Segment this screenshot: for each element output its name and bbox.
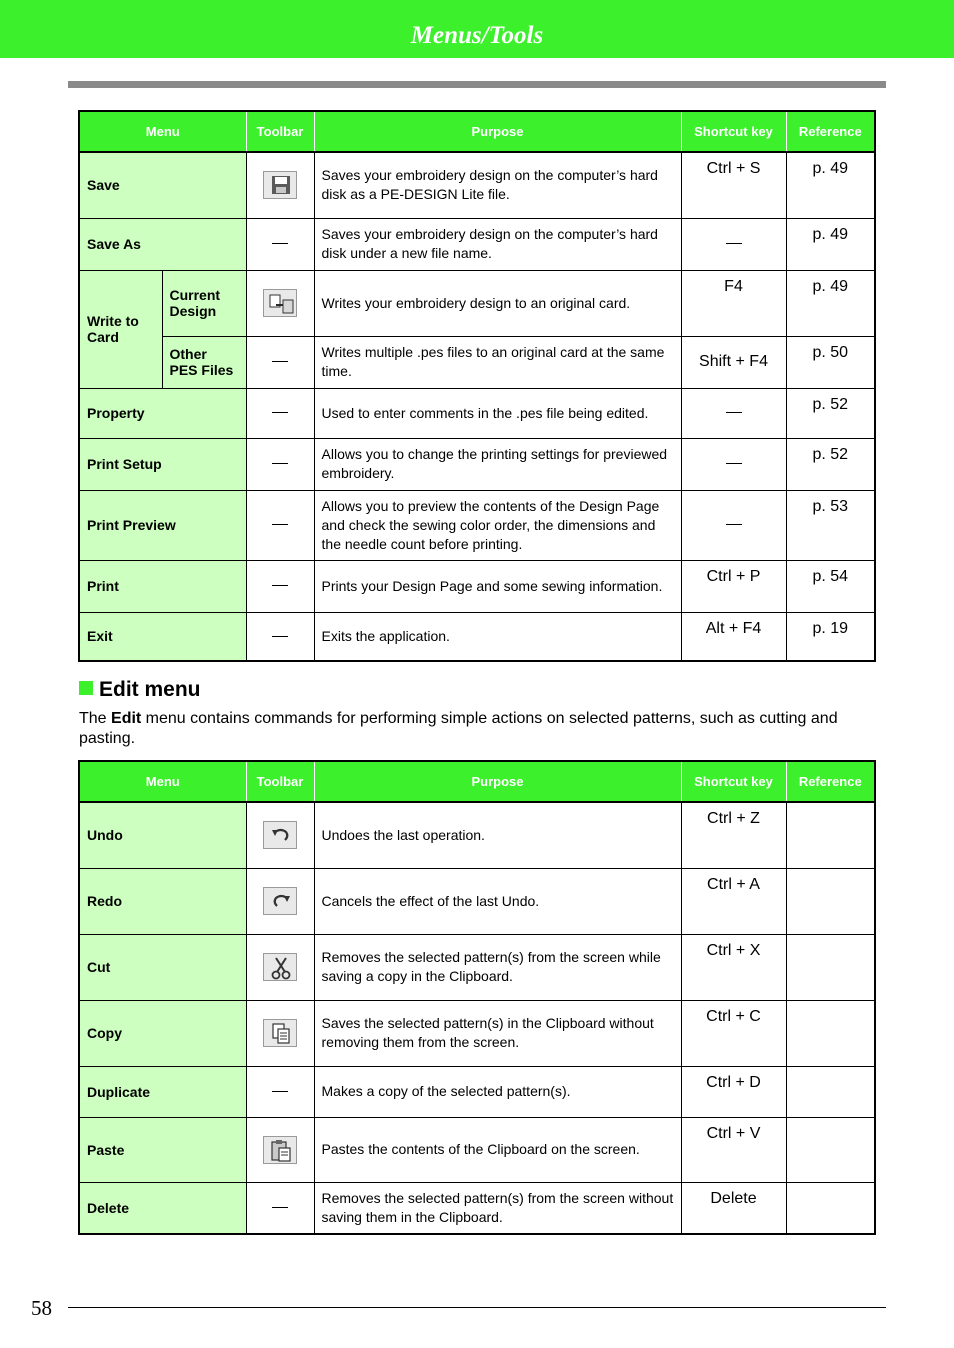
- no-toolbar-dash: [272, 524, 288, 525]
- column-header-menu: Menu: [79, 761, 246, 802]
- reference-page: [786, 868, 875, 934]
- reference-page: p. 54: [786, 560, 875, 612]
- column-header-toolbar: Toolbar: [246, 761, 314, 802]
- scissors-icon: [263, 953, 297, 981]
- table-row: [79, 1182, 875, 1234]
- menu-name: Save As: [79, 218, 246, 270]
- shortcut-key: Ctrl + A: [681, 868, 786, 934]
- column-header-menu: Menu: [79, 111, 246, 152]
- column-header-shortcut: Shortcut key: [681, 761, 786, 802]
- table-row: [79, 336, 875, 388]
- purpose-text: Saves the selected pattern(s) in the Clipboard without removing them from the screen.: [314, 1000, 681, 1066]
- table-row: [79, 934, 875, 1000]
- reference-page: p. 53: [786, 490, 875, 560]
- purpose-text: Writes multiple .pes files to an original card at the same time.: [314, 336, 681, 388]
- purpose-text: Writes your embroidery design to an original card.: [314, 270, 681, 336]
- shortcut-key: Ctrl + P: [681, 560, 786, 612]
- section-intro: [79, 709, 879, 749]
- reference-page: [786, 1066, 875, 1117]
- shortcut-key: Ctrl + S: [681, 152, 786, 218]
- no-shortcut-dash: [726, 412, 742, 413]
- reference-page: p. 50: [786, 336, 875, 388]
- column-header-toolbar: Toolbar: [246, 111, 314, 152]
- table-header-row: [79, 111, 875, 152]
- undo-icon: [263, 821, 297, 849]
- no-toolbar-dash: [272, 361, 288, 362]
- no-toolbar-dash: [272, 463, 288, 464]
- reference-page: p. 19: [786, 612, 875, 661]
- footer-rule: [68, 1307, 886, 1308]
- shortcut-key: Shift + F4: [681, 336, 786, 388]
- page-title: Menus/Tools: [410, 22, 544, 49]
- header-rule: [68, 81, 886, 88]
- menu-name: Copy: [79, 1000, 246, 1066]
- purpose-text: Saves your embroidery design on the computer’s hard disk as a PE-DESIGN Lite file.: [314, 152, 681, 218]
- column-header-purpose: Purpose: [314, 761, 681, 802]
- submenu-name: Current Design: [162, 270, 246, 336]
- reference-page: [786, 1182, 875, 1234]
- no-toolbar-dash: [272, 243, 288, 244]
- reference-page: p. 49: [786, 218, 875, 270]
- table-row: [79, 490, 875, 560]
- table-row: [79, 270, 875, 336]
- table-row: [79, 218, 875, 270]
- reference-page: [786, 934, 875, 1000]
- purpose-text: Makes a copy of the selected pattern(s).: [314, 1066, 681, 1117]
- submenu-name: Other PES Files: [162, 336, 246, 388]
- shortcut-key: Delete: [681, 1182, 786, 1234]
- shortcut-key: Ctrl + C: [681, 1000, 786, 1066]
- shortcut-key: Ctrl + D: [681, 1066, 786, 1117]
- copy-icon: [263, 1019, 297, 1047]
- column-header-reference: Reference: [786, 111, 875, 152]
- purpose-text: Prints your Design Page and some sewing information.: [314, 560, 681, 612]
- table-row: [79, 560, 875, 612]
- table-row: [79, 868, 875, 934]
- table-row: [79, 152, 875, 218]
- menu-name: Duplicate: [79, 1066, 246, 1117]
- reference-page: p. 49: [786, 152, 875, 218]
- redo-icon: [263, 887, 297, 915]
- menu-name: Save: [79, 152, 246, 218]
- shortcut-key: Ctrl + V: [681, 1117, 786, 1182]
- menu-name: Cut: [79, 934, 246, 1000]
- header-banner: [0, 0, 954, 58]
- reference-page: p. 49: [786, 270, 875, 336]
- menu-name: Exit: [79, 612, 246, 661]
- menu-name: Paste: [79, 1117, 246, 1182]
- shortcut-key: F4: [681, 270, 786, 336]
- intro-bold: Edit: [111, 710, 142, 727]
- no-shortcut-dash: [726, 243, 742, 244]
- menu-name: Print Preview: [79, 490, 246, 560]
- no-toolbar-dash: [272, 585, 288, 586]
- purpose-text: Saves your embroidery design on the computer’s hard disk under a new file name.: [314, 218, 681, 270]
- paste-icon: [263, 1136, 297, 1164]
- table-row: [79, 388, 875, 438]
- no-toolbar-dash: [272, 412, 288, 413]
- purpose-text: Undoes the last operation.: [314, 802, 681, 868]
- intro-rest: menu contains commands for performing simple actions on selected patterns, such as cutting and pasting.: [79, 710, 838, 747]
- purpose-text: Allows you to change the printing settings for previewed embroidery.: [314, 438, 681, 490]
- menu-name: Redo: [79, 868, 246, 934]
- table-row: [79, 802, 875, 868]
- no-toolbar-dash: [272, 1207, 288, 1208]
- table-row: [79, 1066, 875, 1117]
- intro-prefix: The: [79, 710, 112, 727]
- purpose-text: Cancels the effect of the last Undo.: [314, 868, 681, 934]
- menu-name: Print: [79, 560, 246, 612]
- reference-page: [786, 802, 875, 868]
- table-row: [79, 1117, 875, 1182]
- menu-name: Print Setup: [79, 438, 246, 490]
- table-row: [79, 1000, 875, 1066]
- purpose-text: Removes the selected pattern(s) from the screen while saving a copy in the Clipboard.: [314, 934, 681, 1000]
- menu-name: Delete: [79, 1182, 246, 1234]
- column-header-purpose: Purpose: [314, 111, 681, 152]
- column-header-shortcut: Shortcut key: [681, 111, 786, 152]
- no-toolbar-dash: [272, 1091, 288, 1092]
- table-row: [79, 438, 875, 490]
- menu-name: Property: [79, 388, 246, 438]
- shortcut-key: Alt + F4: [681, 612, 786, 661]
- page-number: 58: [31, 1296, 52, 1320]
- no-shortcut-dash: [726, 463, 742, 464]
- shortcut-key: Ctrl + Z: [681, 802, 786, 868]
- save-icon: [263, 171, 297, 199]
- shortcut-key: Ctrl + X: [681, 934, 786, 1000]
- section-heading-text: Edit menu: [99, 678, 201, 701]
- edit-menu-table: [78, 760, 876, 1235]
- write-to-card-icon: [263, 289, 297, 317]
- no-toolbar-dash: [272, 636, 288, 637]
- purpose-text: Used to enter comments in the .pes file being edited.: [314, 388, 681, 438]
- purpose-text: Pastes the contents of the Clipboard on the screen.: [314, 1117, 681, 1182]
- column-header-reference: Reference: [786, 761, 875, 802]
- file-menu-table: [78, 110, 876, 662]
- purpose-text: Exits the application.: [314, 612, 681, 661]
- reference-page: [786, 1000, 875, 1066]
- reference-page: p. 52: [786, 438, 875, 490]
- table-row: [79, 612, 875, 661]
- reference-page: p. 52: [786, 388, 875, 438]
- purpose-text: Allows you to preview the contents of the Design Page and check the sewing color order, the dimensions and the needle count before printing.: [314, 490, 681, 560]
- no-shortcut-dash: [726, 524, 742, 525]
- green-square-icon: [79, 681, 93, 695]
- section-heading: [79, 678, 201, 702]
- purpose-text: Removes the selected pattern(s) from the screen without saving them in the Clipboard.: [314, 1182, 681, 1234]
- reference-page: [786, 1117, 875, 1182]
- table-header-row: [79, 761, 875, 802]
- menu-name: Write to Card: [79, 270, 162, 388]
- menu-name: Undo: [79, 802, 246, 868]
